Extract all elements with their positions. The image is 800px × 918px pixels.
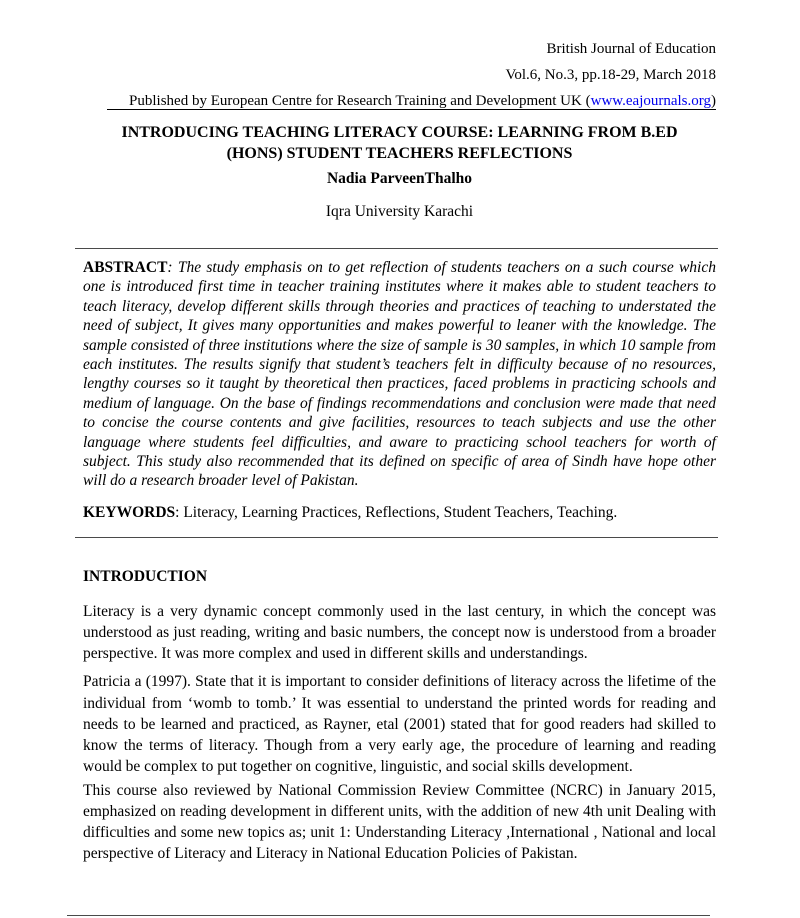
introduction-paragraph-3: This course also reviewed by National Commission Review Committee (NCRC) in January 2015, emphasized on reading development in different units, with the addition of new 4th unit Dealing with difficulties and some new topics as; unit 1: Understanding Literacy ,International , National and local perspective of Literacy and Literacy in National Education Policies of Pakistan. (83, 781, 716, 863)
issue-info: Vol.6, No.3, pp.18-29, March 2018 (505, 67, 716, 83)
divider-below-keywords (75, 537, 718, 538)
divider-above-abstract (75, 248, 718, 249)
keywords-text: : Literacy, Learning Practices, Reflections, Student Teachers, Teaching. (175, 503, 618, 521)
section-heading-introduction: INTRODUCTION (83, 567, 208, 585)
author-affiliation: Iqra University Karachi (325, 203, 474, 220)
abstract-label: ABSTRACT (83, 259, 168, 276)
published-by-text (107, 93, 716, 110)
author-name: Nadia ParveenThalho (326, 170, 473, 187)
abstract-paragraph (83, 258, 716, 491)
journal-name: British Journal of Education (546, 41, 716, 57)
abstract-text: : The study emphasis on to get reflection of students teachers on a such course which one is introduced first time in teacher training institutes where it makes able to student teachers to teach literacy, develop different skills through theories and practices of teaching to understated the need of subject, It gives many opportunities and makes powerful to leaner with the knowledge. The sample consisted of three institutions where the size of sample is 30 samples, in which 10 sample from each institutes. The results signify that student’s teachers felt in difficulty because of no resources, lengthy courses so it taught by theoretical then practices, faced problems in practicing schools and medium of language. On the base of findings recommendations and conclusion were made that need to concise the course contents and give facilities, resources to teach subjects and use the other language where students feel difficulties, and aware to practicing school teachers for worth of subject. This study also recommended that its defined on specific of area of Sindh have hope other will do a research broader level of Pakistan. (83, 259, 716, 490)
keywords-label: KEYWORDS (83, 503, 176, 521)
published-suffix: ) (711, 93, 716, 109)
published-by-line (83, 88, 716, 114)
journal-header (83, 36, 716, 114)
divider-page-bottom (67, 915, 710, 916)
journal-website-link[interactable]: www.eajournals.org (590, 93, 711, 109)
paper-title-line2: (HONS) STUDENT TEACHERS REFLECTIONS (226, 145, 573, 162)
published-prefix: Published by European Centre for Research Training and Development UK ( (129, 93, 591, 109)
paper-title-line1: INTRODUCING TEACHING LITERACY COURSE: LEARNING FROM B.ED (121, 124, 678, 141)
keywords-line (83, 505, 716, 521)
introduction-paragraph-2: Patricia a (1997). State that it is important to consider definitions of literacy across the lifetime of the individual from ‘womb to tomb.’ It was essential to understand the printed words for reading and needs to be learned and practiced, as Rayner, etal (2001) stated that for good readers had skilled to know the terms of literacy. Though from a very early age, the procedure of learning and reading would be complex to put together on cognitive, linguistic, and social skills development. (83, 673, 716, 776)
paper-title (83, 122, 716, 164)
introduction-paragraph-1: Literacy is a very dynamic concept commonly used in the last century, in which the concept was understood as just reading, writing and basic numbers, the concept now is understood from a broader perspective. It was more complex and used in different skills and understandings. (83, 602, 716, 663)
